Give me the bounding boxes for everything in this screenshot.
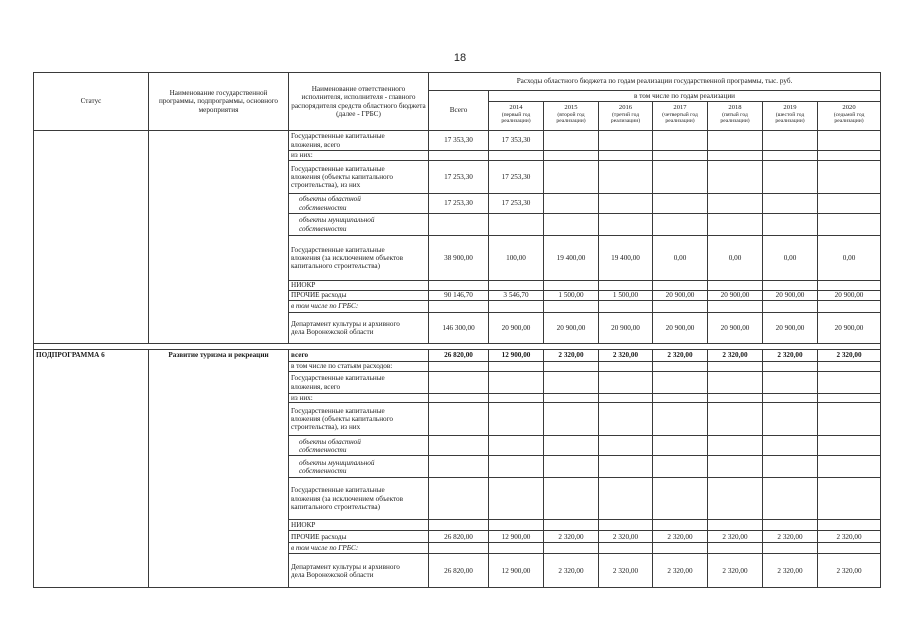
value-total: 26 820,00	[429, 531, 489, 543]
value-year-2018	[708, 478, 763, 520]
status-cell	[34, 131, 149, 344]
value-total	[429, 520, 489, 531]
value-year-2015	[544, 520, 599, 531]
value-year-2020	[818, 214, 881, 236]
value-year-2020: 2 320,00	[818, 531, 881, 543]
value-year-2020: 20 900,00	[818, 313, 881, 344]
value-year-2018: 20 900,00	[708, 291, 763, 301]
value-year-2019	[763, 362, 818, 372]
value-year-2014	[489, 478, 544, 520]
value-year-2017	[653, 194, 708, 214]
expense-label: НИОКР	[289, 281, 429, 291]
value-total: 38 900,00	[429, 236, 489, 281]
value-year-2018	[708, 394, 763, 403]
value-year-2018	[708, 151, 763, 161]
value-year-2015	[544, 281, 599, 291]
value-year-2017	[653, 362, 708, 372]
value-year-2017	[653, 372, 708, 394]
table-row	[34, 350, 881, 362]
status-cell: ПОДПРОГРАММА 6	[34, 350, 149, 588]
value-year-2020	[818, 543, 881, 554]
value-year-2016	[599, 214, 653, 236]
value-year-2014	[489, 436, 544, 456]
expense-label: всего	[289, 350, 429, 362]
value-year-2014: 100,00	[489, 236, 544, 281]
value-year-2015: 19 400,00	[544, 236, 599, 281]
expense-label: НИОКР	[289, 520, 429, 531]
year-label: 2018	[728, 104, 742, 111]
value-year-2017: 0,00	[653, 236, 708, 281]
value-year-2020: 2 320,00	[818, 554, 881, 588]
value-year-2018: 2 320,00	[708, 531, 763, 543]
value-year-2016	[599, 362, 653, 372]
year-label: 2019	[783, 104, 797, 111]
value-total	[429, 214, 489, 236]
value-year-2014: 12 900,00	[489, 554, 544, 588]
header-program: Наименование государственной программы, подпрограммы, основного мероприятия	[149, 73, 289, 131]
value-total	[429, 362, 489, 372]
header-year-2015	[544, 102, 599, 131]
value-year-2020: 2 320,00	[818, 350, 881, 362]
value-year-2017: 20 900,00	[653, 313, 708, 344]
value-year-2014: 12 900,00	[489, 350, 544, 362]
year-label: 2017	[673, 104, 687, 111]
table-body	[34, 131, 881, 588]
value-year-2016	[599, 301, 653, 313]
year-note: (третий год реализации)	[610, 111, 641, 124]
table-header	[34, 73, 881, 131]
value-year-2016	[599, 520, 653, 531]
value-year-2020: 20 900,00	[818, 291, 881, 301]
value-year-2017	[653, 543, 708, 554]
value-year-2017	[653, 394, 708, 403]
value-total: 146 300,00	[429, 313, 489, 344]
value-year-2017	[653, 281, 708, 291]
value-year-2019: 20 900,00	[763, 291, 818, 301]
value-total: 17 353,30	[429, 131, 489, 151]
value-year-2020	[818, 281, 881, 291]
value-year-2020	[818, 456, 881, 478]
value-year-2015: 20 900,00	[544, 313, 599, 344]
value-year-2016	[599, 281, 653, 291]
value-year-2019	[763, 436, 818, 456]
value-year-2018	[708, 362, 763, 372]
expense-label: Департамент культуры и архивного дела Воронежской области	[289, 554, 429, 588]
expense-label: объекты муниципальной собственности	[289, 456, 429, 478]
value-year-2019	[763, 456, 818, 478]
value-total	[429, 394, 489, 403]
value-year-2020	[818, 301, 881, 313]
value-year-2016: 2 320,00	[599, 554, 653, 588]
value-year-2016: 1 500,00	[599, 291, 653, 301]
expense-label: в том числе по ГРБС:	[289, 543, 429, 554]
program-name-cell	[149, 131, 289, 344]
expense-label: объекты областной собственности	[289, 436, 429, 456]
value-year-2015	[544, 456, 599, 478]
value-year-2017: 2 320,00	[653, 531, 708, 543]
year-label: 2015	[564, 104, 578, 111]
year-note: (шестой год реализации)	[775, 111, 805, 124]
value-year-2016: 2 320,00	[599, 350, 653, 362]
value-year-2019	[763, 394, 818, 403]
value-year-2016	[599, 372, 653, 394]
value-year-2020	[818, 194, 881, 214]
expense-label: Государственные капитальные вложения (объекты капитального строительства), из них	[289, 161, 429, 194]
value-total: 90 146,70	[429, 291, 489, 301]
expense-label: ПРОЧИЕ расходы	[289, 291, 429, 301]
value-year-2018	[708, 281, 763, 291]
year-label: 2016	[618, 104, 633, 111]
value-year-2019	[763, 151, 818, 161]
value-year-2019: 2 320,00	[763, 554, 818, 588]
value-year-2014	[489, 214, 544, 236]
value-year-2017	[653, 456, 708, 478]
value-year-2014	[489, 281, 544, 291]
value-year-2020	[818, 520, 881, 531]
value-year-2019: 2 320,00	[763, 531, 818, 543]
value-year-2018: 20 900,00	[708, 313, 763, 344]
year-label: 2020	[842, 104, 856, 111]
value-year-2020	[818, 151, 881, 161]
value-year-2015	[544, 214, 599, 236]
value-year-2020	[818, 131, 881, 151]
value-year-2019	[763, 194, 818, 214]
value-year-2015	[544, 151, 599, 161]
header-status: Статус	[34, 73, 149, 131]
table-row	[34, 131, 881, 151]
year-note: (второй год реализации)	[556, 111, 586, 124]
value-year-2019: 2 320,00	[763, 350, 818, 362]
page-number: 18	[453, 52, 467, 64]
value-year-2018: 2 320,00	[708, 554, 763, 588]
value-total	[429, 151, 489, 161]
value-year-2016: 19 400,00	[599, 236, 653, 281]
value-total	[429, 543, 489, 554]
value-year-2019: 0,00	[763, 236, 818, 281]
value-year-2015	[544, 131, 599, 151]
value-total: 26 820,00	[429, 554, 489, 588]
year-note: (седьмой год реализации)	[833, 111, 865, 124]
value-total	[429, 436, 489, 456]
header-year-2018	[708, 102, 763, 131]
value-year-2017	[653, 403, 708, 436]
value-year-2019	[763, 403, 818, 436]
value-year-2020: 0,00	[818, 236, 881, 281]
value-year-2014	[489, 362, 544, 372]
value-year-2017	[653, 161, 708, 194]
header-by-years: в том числе по годам реализации	[489, 91, 881, 102]
value-year-2018	[708, 403, 763, 436]
value-year-2015: 1 500,00	[544, 291, 599, 301]
value-year-2014: 12 900,00	[489, 531, 544, 543]
value-year-2014: 20 900,00	[489, 313, 544, 344]
value-year-2016	[599, 478, 653, 520]
value-year-2018	[708, 372, 763, 394]
value-year-2018	[708, 520, 763, 531]
value-total	[429, 372, 489, 394]
value-year-2019	[763, 281, 818, 291]
expense-label: Департамент культуры и архивного дела Воронежской области	[289, 313, 429, 344]
expense-label: Государственные капитальные вложения (за исключением объектов капитального строительства)	[289, 236, 429, 281]
expense-label: Государственные капитальные вложения (объекты капитального строительства), из них	[289, 403, 429, 436]
value-year-2018	[708, 436, 763, 456]
header-year-2019	[763, 102, 818, 131]
value-year-2017: 2 320,00	[653, 554, 708, 588]
value-year-2019	[763, 161, 818, 194]
header-responsible: Наименование ответственного исполнителя, исполнителя - главного распорядителя средств областного бюджета (далее - ГРБС)	[289, 73, 429, 131]
year-note: (пятый год реализации)	[720, 111, 750, 124]
value-year-2016	[599, 394, 653, 403]
value-year-2015: 2 320,00	[544, 350, 599, 362]
value-total	[429, 281, 489, 291]
value-total	[429, 403, 489, 436]
value-year-2017	[653, 151, 708, 161]
year-note: (первый год реализации)	[501, 111, 531, 124]
value-year-2019	[763, 520, 818, 531]
value-year-2018: 0,00	[708, 236, 763, 281]
value-year-2015	[544, 194, 599, 214]
value-year-2015	[544, 394, 599, 403]
value-total	[429, 478, 489, 520]
value-year-2015	[544, 301, 599, 313]
value-total: 26 820,00	[429, 350, 489, 362]
value-total	[429, 301, 489, 313]
value-year-2018	[708, 194, 763, 214]
value-year-2015	[544, 362, 599, 372]
value-year-2020	[818, 394, 881, 403]
value-year-2018	[708, 456, 763, 478]
expense-label: ПРОЧИЕ расходы	[289, 531, 429, 543]
expense-label: из них:	[289, 151, 429, 161]
header-year-2014	[489, 102, 544, 131]
expense-label: в том числе по статьям расходов:	[289, 362, 429, 372]
value-year-2014	[489, 151, 544, 161]
value-year-2016: 2 320,00	[599, 531, 653, 543]
value-year-2019	[763, 543, 818, 554]
value-year-2016	[599, 403, 653, 436]
value-year-2016: 20 900,00	[599, 313, 653, 344]
year-label: 2014	[509, 104, 523, 111]
header-budget-title: Расходы областного бюджета по годам реализации государственной программы, тыс. руб.	[429, 73, 881, 91]
value-year-2015	[544, 161, 599, 194]
value-year-2019	[763, 131, 818, 151]
value-year-2020	[818, 362, 881, 372]
value-year-2014: 17 253,30	[489, 194, 544, 214]
value-year-2020	[818, 403, 881, 436]
year-note: (четвертый год реализации)	[662, 111, 698, 124]
value-year-2017: 2 320,00	[653, 350, 708, 362]
value-year-2017	[653, 131, 708, 151]
value-year-2018	[708, 131, 763, 151]
header-total: Всего	[429, 91, 489, 131]
value-year-2014	[489, 394, 544, 403]
value-year-2020	[818, 372, 881, 394]
value-year-2015: 2 320,00	[544, 554, 599, 588]
value-year-2019: 20 900,00	[763, 313, 818, 344]
value-year-2018	[708, 161, 763, 194]
value-year-2015	[544, 478, 599, 520]
value-year-2017	[653, 436, 708, 456]
value-year-2017	[653, 520, 708, 531]
expense-label: Государственные капитальные вложения, всего	[289, 131, 429, 151]
value-year-2017	[653, 301, 708, 313]
value-year-2017: 20 900,00	[653, 291, 708, 301]
value-year-2020	[818, 161, 881, 194]
value-year-2018	[708, 301, 763, 313]
value-year-2014: 17 353,30	[489, 131, 544, 151]
value-total: 17 253,30	[429, 161, 489, 194]
value-year-2018: 2 320,00	[708, 350, 763, 362]
value-year-2014	[489, 456, 544, 478]
expense-label: в том числе по ГРБС:	[289, 301, 429, 313]
budget-table	[33, 72, 881, 588]
value-year-2019	[763, 301, 818, 313]
value-year-2015	[544, 372, 599, 394]
value-year-2019	[763, 372, 818, 394]
value-year-2014	[489, 301, 544, 313]
expense-label: Государственные капитальные вложения, всего	[289, 372, 429, 394]
value-year-2016	[599, 194, 653, 214]
header-year-2020	[818, 102, 881, 131]
expense-label: Государственные капитальные вложения (за исключением объектов капитального строительства)	[289, 478, 429, 520]
expense-label: объекты областной собственности	[289, 194, 429, 214]
value-year-2015	[544, 436, 599, 456]
value-year-2020	[818, 436, 881, 456]
expense-label: объекты муниципальной собственности	[289, 214, 429, 236]
program-name-cell: Развитие туризма и рекреации	[149, 350, 289, 588]
value-year-2016	[599, 543, 653, 554]
value-year-2016	[599, 456, 653, 478]
value-year-2014	[489, 372, 544, 394]
value-year-2018	[708, 214, 763, 236]
value-year-2020	[818, 478, 881, 520]
value-year-2014	[489, 520, 544, 531]
value-year-2015	[544, 403, 599, 436]
value-year-2017	[653, 214, 708, 236]
value-year-2017	[653, 478, 708, 520]
value-total	[429, 456, 489, 478]
value-year-2014: 17 253,30	[489, 161, 544, 194]
value-year-2016	[599, 151, 653, 161]
value-year-2016	[599, 131, 653, 151]
value-total: 17 253,30	[429, 194, 489, 214]
value-year-2019	[763, 214, 818, 236]
header-year-2016	[599, 102, 653, 131]
value-year-2015	[544, 543, 599, 554]
value-year-2018	[708, 543, 763, 554]
value-year-2015: 2 320,00	[544, 531, 599, 543]
value-year-2014: 3 546,70	[489, 291, 544, 301]
value-year-2014	[489, 543, 544, 554]
expense-label: из них:	[289, 394, 429, 403]
value-year-2016	[599, 161, 653, 194]
value-year-2016	[599, 436, 653, 456]
header-year-2017	[653, 102, 708, 131]
value-year-2019	[763, 478, 818, 520]
value-year-2014	[489, 403, 544, 436]
